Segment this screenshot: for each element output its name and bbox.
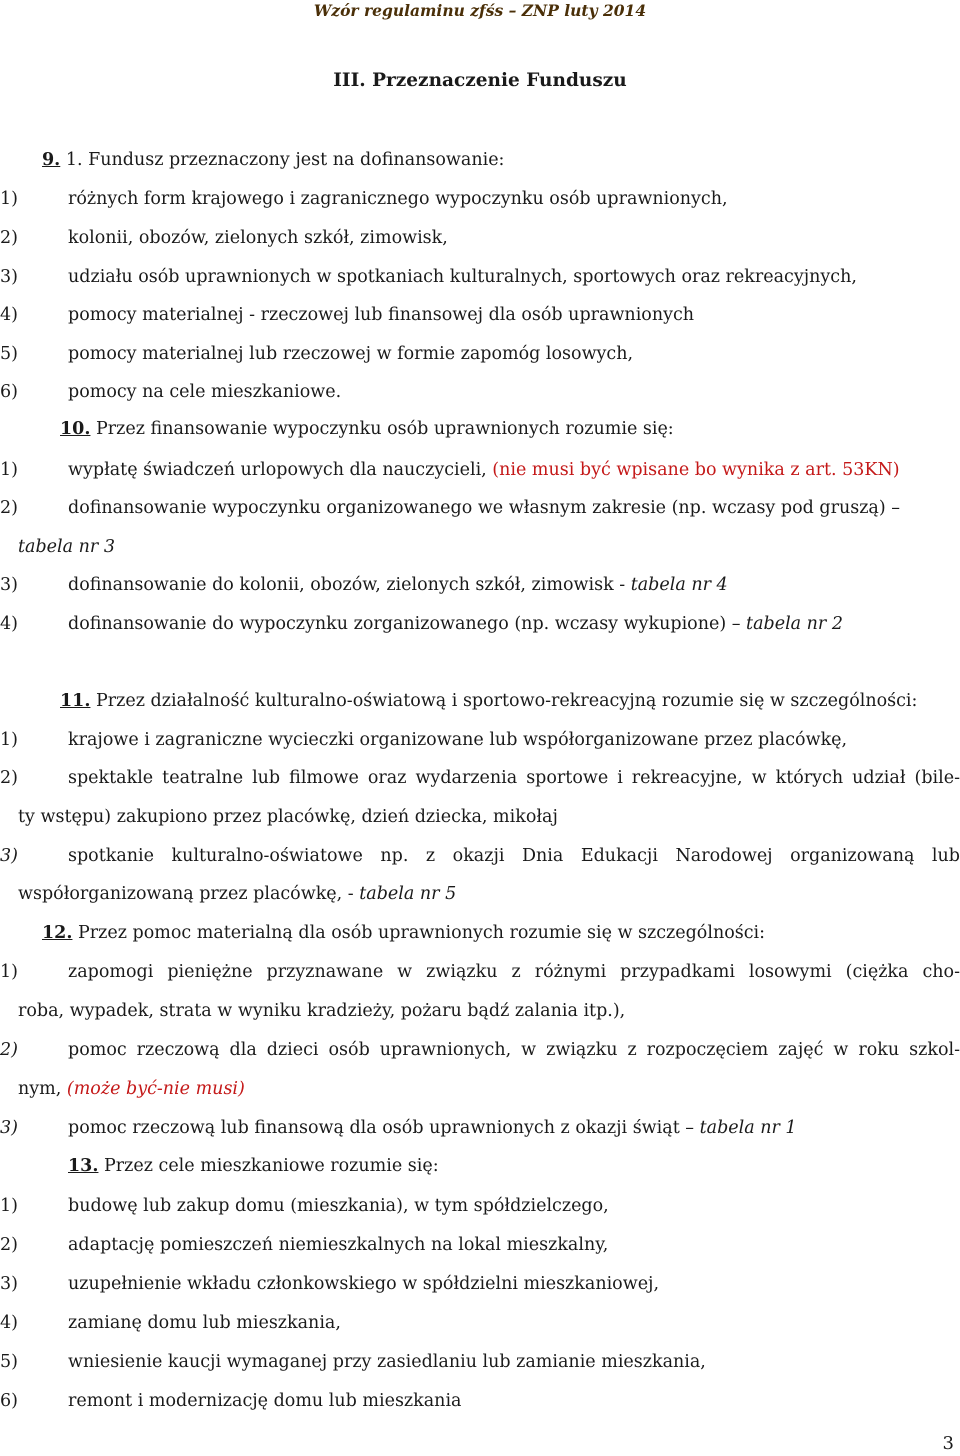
item-text: udziału osób uprawnionych w spotkaniach kulturalnych, sportowych oraz rekreacyjnych, (68, 267, 857, 287)
item-number: 3) (0, 575, 18, 595)
item-number: 1) (0, 1196, 18, 1216)
item-number: 2) (0, 1040, 18, 1060)
item-number: 5) (0, 1352, 18, 1372)
item-text: wypłatę świadczeń urlopowych dla nauczycieli, (68, 460, 493, 480)
item-text: dofinansowanie do kolonii, obozów, zielonych szkół, zimowisk - (68, 575, 631, 595)
item-number: 3) (0, 1274, 18, 1294)
paragraph-number: 11. (60, 691, 91, 711)
section-title: III. Przeznaczenie Funduszu (333, 70, 627, 91)
item-number: 2) (0, 1235, 18, 1255)
item-number: 1) (0, 730, 18, 750)
paragraph-number: 12. (42, 923, 73, 943)
item-text: pomocy na cele mieszkaniowe. (68, 382, 342, 402)
item-text: różnych form krajowego i zagranicznego wypoczynku osób uprawnionych, (68, 189, 728, 209)
paragraph-number: 9. (42, 150, 61, 170)
item-text: zamianę domu lub mieszkania, (68, 1313, 341, 1333)
page-number: 3 (942, 1433, 954, 1454)
item-number: 3) (0, 267, 18, 287)
item-number: 1) (0, 460, 18, 480)
item-text: spektakle teatralne lub filmowe oraz wydarzenia sportowe i rekreacyjne, w których udział (bile- (68, 768, 960, 788)
item-text-continuation: ty wstępu) zakupiono przez placówkę, dzień dziecka, mikołaj (18, 807, 558, 827)
item-text: dofinansowanie do wypoczynku zorganizowanego (np. wczasy wykupione) – (68, 614, 747, 634)
item-number: 2) (0, 228, 18, 248)
item-text: pomocy materialnej - rzeczowej lub finansowej dla osób uprawnionych (68, 305, 695, 325)
item-text: kolonii, obozów, zielonych szkół, zimowisk, (68, 228, 448, 248)
item-text: krajowe i zagraniczne wycieczki organizowane lub współorganizowane przez placówkę, (68, 730, 848, 750)
table-reference: tabela nr 3 (18, 537, 115, 557)
item-number: 1) (0, 962, 18, 982)
item-text: pomoc rzeczową dla dzieci osób uprawnionych, w związku z rozpoczęciem zajęć w roku szkol- (68, 1040, 960, 1060)
item-text: dofinansowanie wypoczynku organizowanego we własnym zakresie (np. wczasy pod gruszą) – (68, 498, 900, 518)
item-number: 6) (0, 1391, 18, 1411)
item-text: pomoc rzeczową lub finansową dla osób uprawnionych z okazji świąt – (68, 1118, 700, 1138)
table-reference: tabela nr 5 (359, 884, 457, 904)
item-text-continuation: roba, wypadek, strata w wyniku kradzieży, pożaru bądź zalania itp.), (18, 1001, 626, 1021)
item-text: zapomogi pieniężne przyznawane w związku z różnymi przypadkami losowymi (ciężka cho- (68, 962, 960, 982)
table-reference: tabela nr 4 (630, 575, 728, 595)
paragraph-text: 1. Fundusz przeznaczony jest na dofinansowanie: (65, 150, 505, 170)
running-header: Wzór regulaminu zfśs – ZNP luty 2014 (313, 1, 647, 20)
item-text-continuation: nym, (18, 1079, 67, 1099)
editorial-note: (może być-nie musi) (66, 1079, 245, 1099)
paragraph-number: 13. (68, 1156, 99, 1176)
item-number: 3) (0, 1118, 18, 1138)
item-text-continuation: współorganizowaną przez placówkę, - (18, 884, 360, 904)
item-text: spotkanie kulturalno-oświatowe np. z okazji Dnia Edukacji Narodowej organizowaną lub (68, 846, 960, 866)
table-reference: tabela nr 1 (699, 1118, 797, 1138)
item-text: uzupełnienie wkładu członkowskiego w spółdzielni mieszkaniowej, (68, 1274, 660, 1294)
item-text: budowę lub zakup domu (mieszkania), w tym spółdzielczego, (68, 1196, 609, 1216)
paragraph-text: Przez pomoc materialną dla osób uprawnionych rozumie się w szczególności: (72, 923, 766, 943)
table-reference: tabela nr 2 (746, 614, 843, 634)
item-number: 5) (0, 344, 18, 364)
paragraph-text: Przez działalność kulturalno-oświatową i sportowo-rekreacyjną rozumie się w szczególności: (90, 691, 918, 711)
paragraph-number: 10. (60, 419, 91, 439)
item-number: 4) (0, 305, 18, 325)
item-text: wniesienie kaucji wymaganej przy zasiedlaniu lub zamianie mieszkania, (68, 1352, 706, 1372)
item-text: remont i modernizację domu lub mieszkania (68, 1391, 462, 1411)
item-number: 3) (0, 846, 18, 866)
item-text: pomocy materialnej lub rzeczowej w formie zapomóg losowych, (68, 344, 634, 364)
item-number: 2) (0, 498, 18, 518)
item-number: 4) (0, 614, 18, 634)
paragraph-text: Przez cele mieszkaniowe rozumie się: (98, 1156, 439, 1176)
editorial-note: (nie musi być wpisane bo wynika z art. 53KN) (492, 460, 900, 480)
item-number: 2) (0, 768, 18, 788)
item-number: 4) (0, 1313, 18, 1333)
item-text: adaptację pomieszczeń niemieszkalnych na lokal mieszkalny, (68, 1235, 609, 1255)
item-number: 1) (0, 189, 18, 209)
item-number: 6) (0, 382, 18, 402)
paragraph-text: Przez finansowanie wypoczynku osób uprawnionych rozumie się: (90, 419, 674, 439)
